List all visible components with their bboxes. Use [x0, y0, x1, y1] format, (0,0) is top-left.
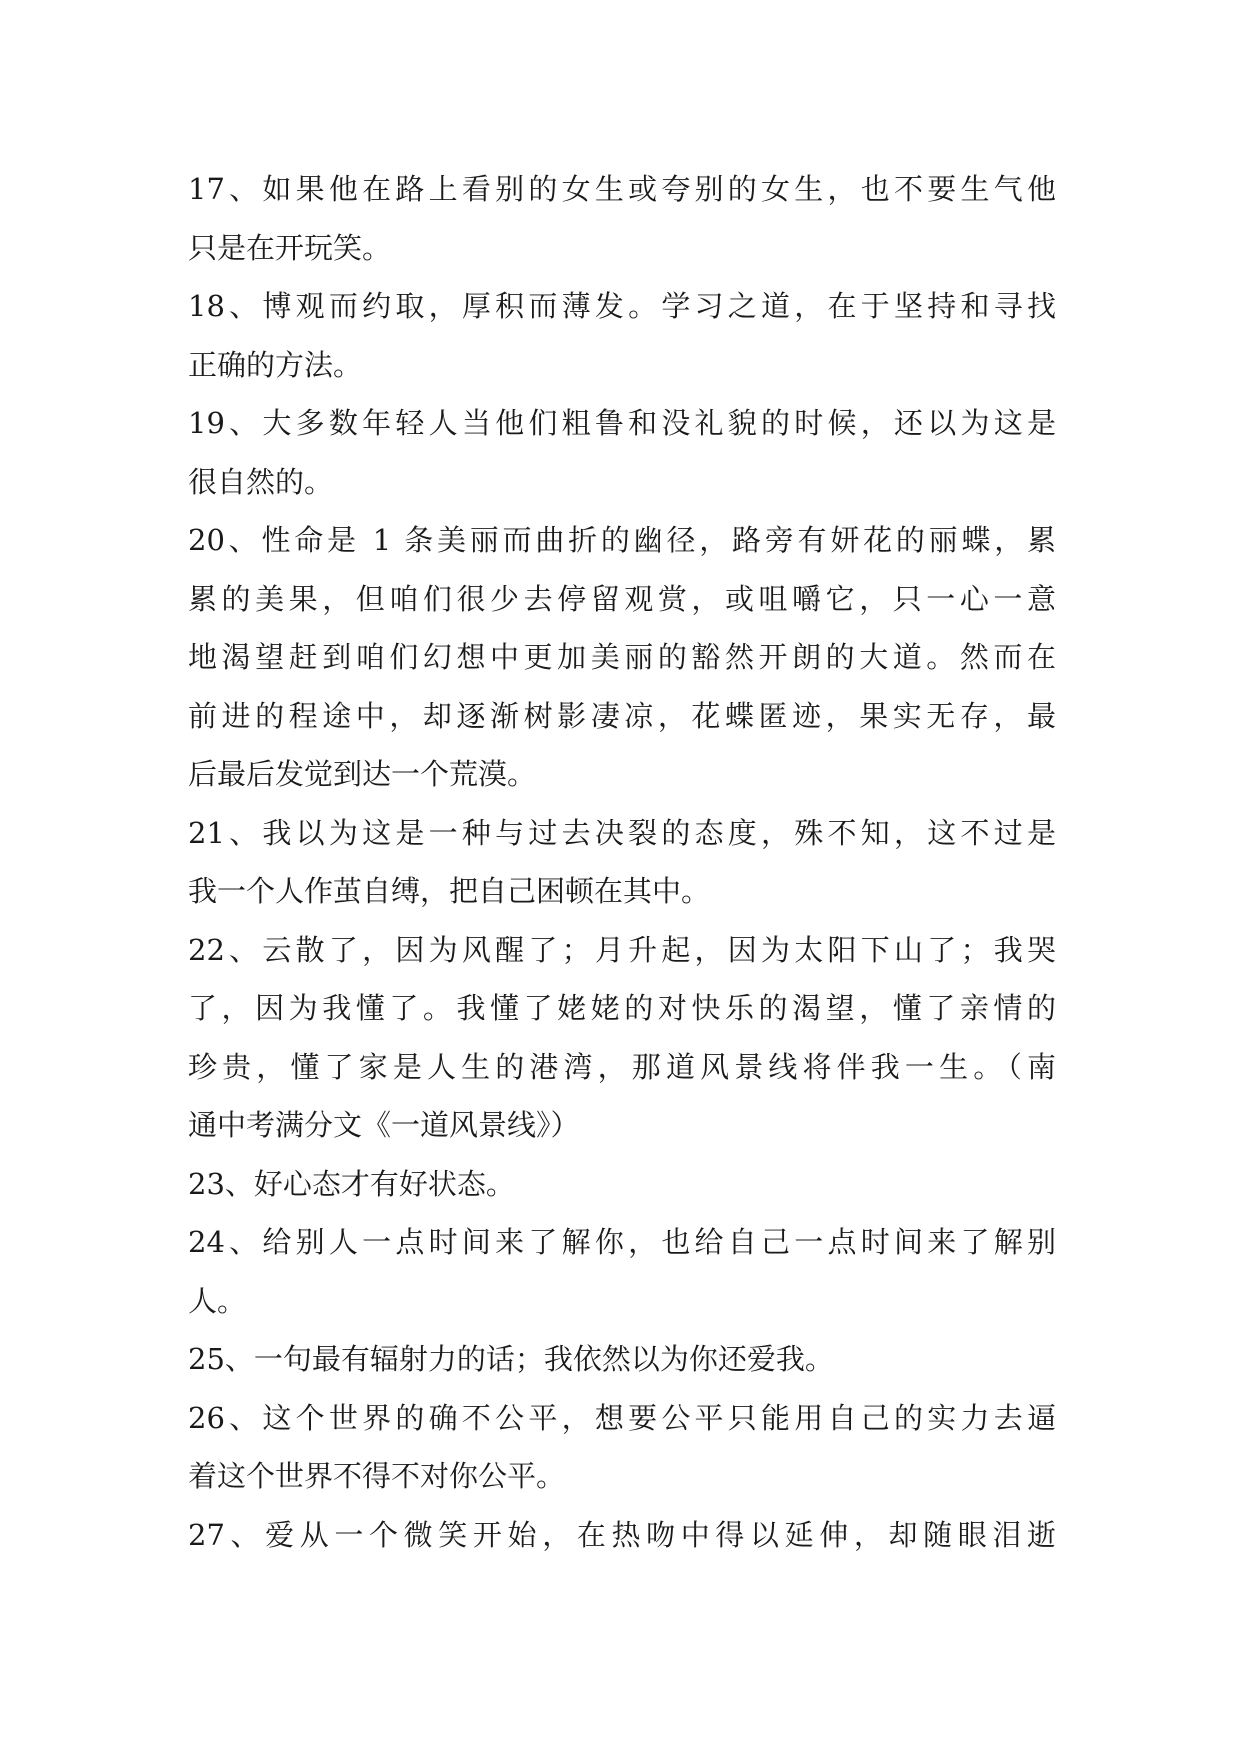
text-line: 23、好心态才有好状态。 [188, 1166, 515, 1201]
paragraph-26 [188, 1389, 1056, 1506]
text-line: 19、大多数年轻人当他们粗鲁和没礼貌的时候，还以为这是 [188, 406, 1056, 440]
text-line: 22、云散了，因为风醒了；月升起，因为太阳下山了；我哭 [188, 932, 1056, 967]
text-line: 我一个人作茧自缚，把自己困顿在其中。 [188, 874, 711, 908]
paragraph-19 [188, 394, 1056, 511]
text-line: 前进的程途中，却逐渐树影凄凉，花蝶匿迹，果实无存，最 [188, 698, 1056, 733]
paragraph-20 [188, 511, 1056, 804]
paragraph-27 [188, 1506, 1056, 1565]
text-line: 珍贵，懂了家是人生的港湾，那道风景线将伴我一生。（南 [188, 1049, 1056, 1084]
text-line: 正确的方法。 [188, 347, 363, 382]
text-line: 20、性命是 1 条美丽而曲折的幽径，路旁有妍花的丽蝶，累 [188, 523, 1056, 557]
text-line: 了，因为我懂了。我懂了姥姥的对快乐的渴望，懂了亲情的 [188, 991, 1056, 1025]
paragraph-21 [188, 804, 1056, 921]
text-line: 人。 [188, 1283, 247, 1318]
document-body [188, 160, 1056, 1564]
text-line: 后最后发觉到达一个荒漠。 [188, 757, 537, 791]
text-line: 累的美果，但咱们很少去停留观赏，或咀嚼它，只一心一意 [188, 581, 1056, 616]
text-line: 地渴望赶到咱们幻想中更加美丽的豁然开朗的大道。然而在 [188, 640, 1056, 674]
paragraph-22 [188, 921, 1056, 1155]
text-line: 着这个世界不得不对你公平。 [188, 1459, 566, 1493]
text-line: 21、我以为这是一种与过去决裂的态度，殊不知，这不过是 [188, 815, 1056, 850]
text-line: 18、博观而约取，厚积而薄发。学习之道，在于坚持和寻找 [188, 289, 1056, 323]
text-line: 只是在开玩笑。 [188, 230, 392, 265]
text-line: 26、这个世界的确不公平，想要公平只能用自己的实力去逼 [188, 1400, 1056, 1435]
text-line: 24、给别人一点时间来了解你，也给自己一点时间来了解别 [188, 1225, 1056, 1259]
text-line: 很自然的。 [188, 464, 334, 499]
text-line: 27、爱从一个微笑开始，在热吻中得以延伸，却随眼泪逝 [188, 1517, 1056, 1552]
paragraph-17 [188, 160, 1056, 277]
paragraph-23 [188, 1155, 1056, 1214]
text-line: 通中考满分文《一道风景线》） [188, 1108, 580, 1142]
paragraph-24 [188, 1213, 1056, 1330]
paragraph-25 [188, 1330, 1056, 1389]
paragraph-18 [188, 277, 1056, 394]
text-line: 25、一句最有辐射力的话；我依然以为你还爱我。 [188, 1342, 834, 1376]
text-line: 17、如果他在路上看别的女生或夸别的女生，也不要生气他 [188, 172, 1056, 206]
